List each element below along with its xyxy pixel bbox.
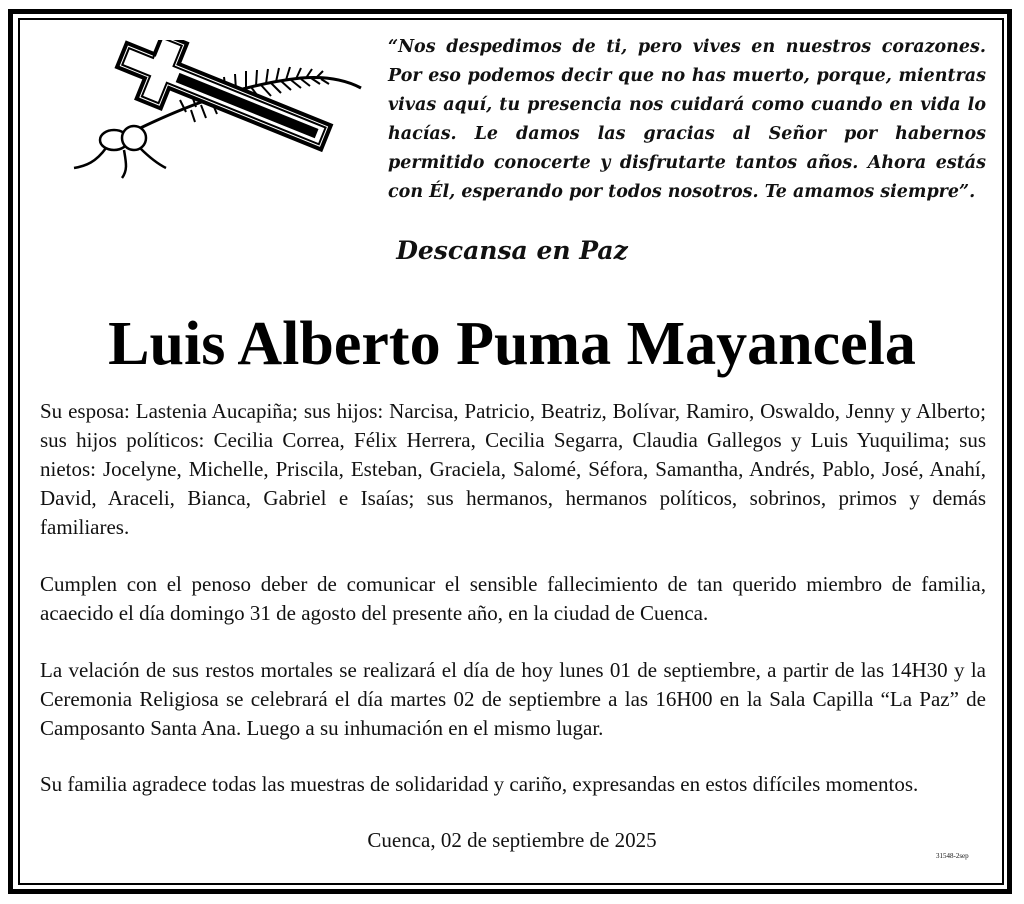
services-paragraph: La velación de sus restos mortales se realizará el día de hoy lunes 01 de septiembre, a partir de las 14H30 y la Ceremonia Religiosa se celebrará el día martes 02 de septiembre a las 16H00 en la Sala Capilla “La Paz” de Camposanto Santa Ana. Luego a su inhumación en el mismo lugar.	[40, 658, 986, 740]
family-paragraph: Su esposa: Lastenia Aucapiña; sus hijos: Narcisa, Patricio, Beatriz, Bolívar, Ramiro, Oswaldo, Jenny y Alberto; sus hijos políticos: Cecilia Correa, Félix Herrera, Cecilia Segarra, Claudia Gallegos y Luis Yuquilima; sus nietos: Jocelyne, Michelle, Priscila, Esteban, Graciela, Salomé, Séfora, Samantha, Andrés, Pablo, José, Anahí, David, Araceli, Bianca, Gabriel e Isaías; sus hermanos, hermanos políticos, sobrinos, primos y demás familiares.	[40, 399, 986, 539]
memorial-quote: “Nos despedimos de ti, pero vives en nuestros corazones. Por eso podemos decir que no has muerto, porque, mientras vivas aquí, tu presencia nos cuidará como cuando en vida lo hacías. Le damos las gracias al Señor por habernos permitido conocerte y disfrutarte tantos años. Ahora estás con Él, esperando por todos nosotros. Te amamos siempre”.	[388, 37, 986, 202]
ad-code: 31548-2sep	[936, 852, 969, 860]
place-date: Cuenca, 02 de septiembre de 2025	[367, 828, 657, 852]
announcement-paragraph: Cumplen con el penoso deber de comunicar el sensible fallecimiento de tan querido miembro de familia, acaecido el día domingo 31 de agosto del presente año, en la ciudad de Cuenca.	[40, 572, 986, 625]
rest-in-peace-heading: Descansa en Paz	[396, 236, 628, 265]
cross-with-palm-icon	[66, 40, 366, 180]
deceased-name: Luis Alberto Puma Mayancela	[108, 310, 916, 378]
thanks-paragraph: Su familia agradece todas las muestras de solidaridad y cariño, expresandas en estos difíciles momentos.	[40, 772, 919, 796]
